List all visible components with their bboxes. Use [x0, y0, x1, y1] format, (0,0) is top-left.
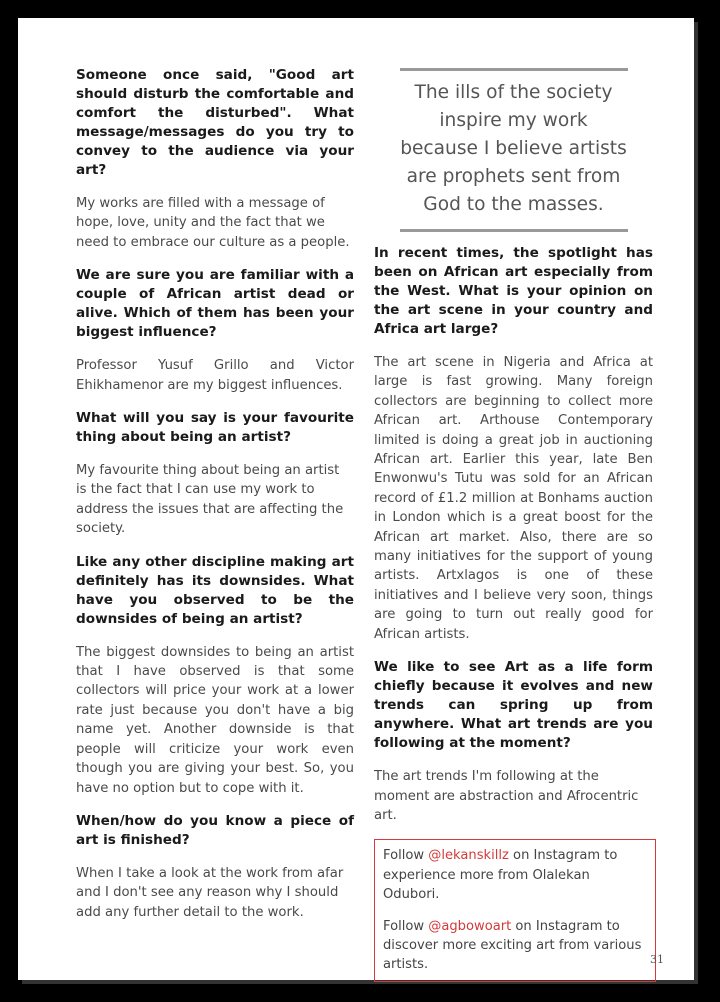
question-3: What will you say is your favourite thing about being an artist? [76, 410, 354, 446]
magazine-page [18, 18, 694, 980]
pull-quote: The ills of the society inspire my work because I believe artists are prophets sent from God to the masses. [400, 68, 628, 232]
answer-3: My favourite thing about being an artist is the fact that I can use my work to address the issues that are affecting the society. [76, 463, 344, 537]
instagram-note-1: Follow @lekanskillz on Instagram to experience more from Olalekan Odubori. [383, 848, 618, 903]
answer-1: My works are filled with a message of hope, love, unity and the fact that we need to embrace our culture as a people. [76, 196, 350, 250]
instagram-handle-lekanskillz[interactable]: @lekanskillz [428, 848, 509, 864]
question-4: Like any other discipline making art definitely has its downsides. What have you observed to be the downsides of being an artist? [76, 553, 354, 627]
instagram-note-box [374, 839, 656, 981]
answer-5: When I take a look at the work from afar and I don't see any reason why I should add any further detail to the work. [76, 865, 344, 920]
page-number: 31 [650, 953, 664, 966]
question-6: In recent times, the spotlight has been on African art especially from the West. What is your opinion on the art scene in your country and Africa art large? [374, 245, 653, 337]
instagram-handle-agbowoart[interactable]: @agbowoart [428, 918, 512, 934]
question-5: When/how do you know a piece of art is finished? [76, 812, 354, 848]
answer-4: The biggest downsides to being an artist that I have observed is that some collectors will price your work at a lower rate just because you don't have a big name yet. Another downside is that people will criticize your work even though you are giving your best. So, you have no option but to cope with it. [76, 644, 354, 796]
question-1: Someone once said, "Good art should disturb the comfortable and comfort the disturbed". What message/messages do you try to convey to the audience via your art? [76, 67, 354, 178]
answer-7: The art trends I'm following at the moment are abstraction and Afrocentric art. [374, 769, 639, 823]
left-column [76, 66, 354, 936]
answer-2: Professor Yusuf Grillo and Victor Ehikhamenor are my biggest influences. [76, 358, 354, 393]
instagram-note-2: Follow @agbowoart on Instagram to discover more exciting art from various artists. [383, 918, 642, 973]
question-7: We like to see Art as a life form chiefly because it evolves and new trends can spring up from anywhere. What art trends are you following at the moment? [374, 659, 653, 752]
question-2: We are sure you are familiar with a couple of African artist dead or alive. Which of them has been your biggest influence? [76, 267, 354, 341]
right-column [374, 66, 653, 982]
answer-6: The art scene in Nigeria and Africa at large is fast growing. Many foreign collectors are beginning to collect more African art. Arthouse Contemporary limited is doing a great job in auctioning African art. Earlier this year, late Ben Enwonwu's Tutu was sold for an African record of £1.2 million at Bonhams auction in London which is a great boost for the African art market. Also, there are so many initiatives for the support of young artists. Artxlagos is one of these initiatives and I believe very soon, things are going to turn out really good for African artists. [374, 355, 653, 642]
